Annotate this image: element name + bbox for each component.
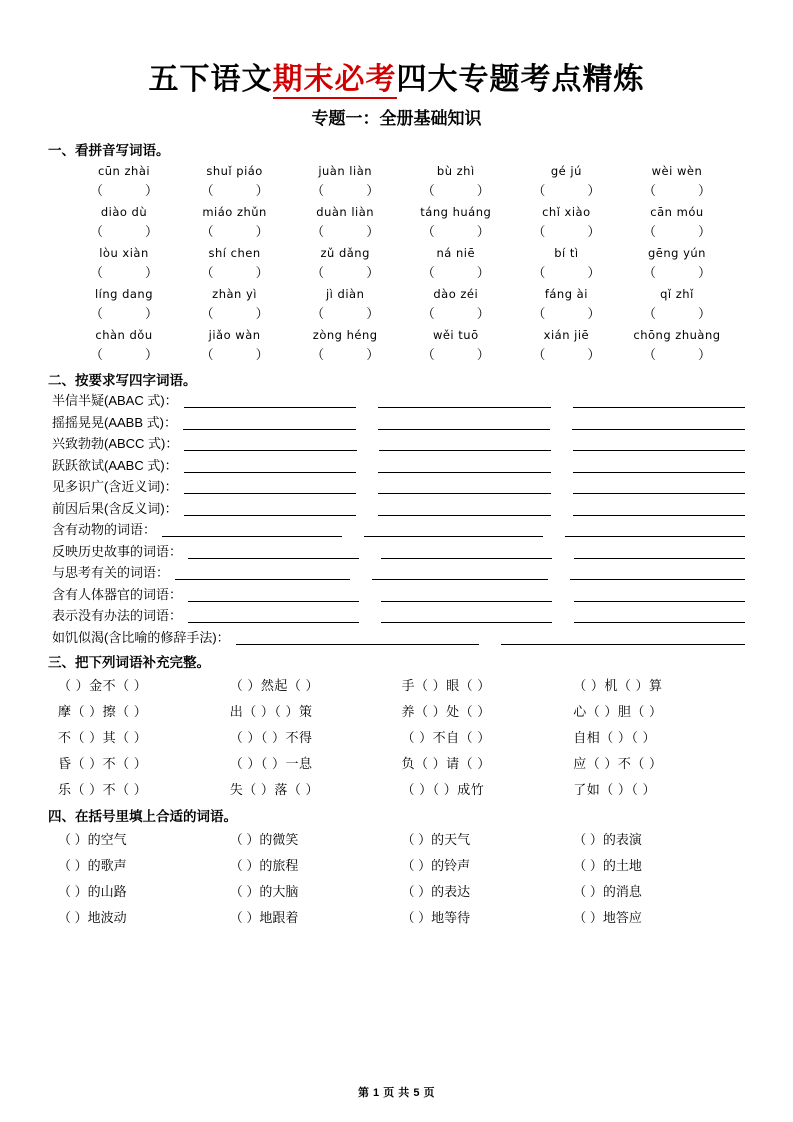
write-blank[interactable]: [379, 437, 551, 451]
answer-blank[interactable]: （ ）: [532, 265, 601, 280]
pinyin-cell: chōng zhuàng: [633, 328, 721, 342]
pinyin-cell: zǔ dǎng: [320, 246, 370, 260]
answer-blank[interactable]: （ ）: [642, 306, 711, 321]
idiom-cell[interactable]: 乐（ ）不（ ）: [58, 782, 148, 797]
modifier-cell[interactable]: （ ）的旅程: [229, 858, 299, 873]
write-blank[interactable]: [381, 588, 552, 602]
pinyin-cell: líng dang: [94, 287, 154, 301]
page-subtitle: 专题一：全册基础知识: [311, 109, 482, 128]
write-blank[interactable]: [378, 459, 550, 473]
pinyin-cell: bù zhì: [436, 164, 475, 178]
write-blank[interactable]: [574, 545, 745, 559]
answer-paren-row: [48, 262, 745, 281]
write-blank[interactable]: [572, 416, 745, 430]
write-blank[interactable]: [183, 416, 356, 430]
pinyin-cell: gēng yún: [647, 246, 706, 260]
answer-blank[interactable]: （ ）: [89, 265, 159, 280]
write-blank[interactable]: [381, 545, 552, 559]
write-blank[interactable]: [188, 588, 359, 602]
idiom-cell[interactable]: 不（ ）其（ ）: [58, 730, 148, 745]
write-blank[interactable]: [573, 459, 745, 473]
pinyin-cell: qǐ zhǐ: [660, 287, 694, 301]
pinyin-cell: juàn liàn: [318, 164, 373, 178]
item-label: 兴致勃勃(ABCC 式)：: [52, 436, 179, 451]
list-item: [48, 522, 745, 537]
write-blank[interactable]: [574, 609, 745, 623]
modifier-cell[interactable]: （ ）地波动: [58, 910, 127, 925]
section-heading-3: 三、把下列词语补充完整。: [48, 655, 210, 670]
blank-group: [156, 523, 745, 537]
write-blank[interactable]: [573, 437, 745, 451]
pinyin-cell: cūn zhài: [97, 164, 151, 178]
modifier-row: [48, 881, 745, 900]
idiom-row: [48, 727, 745, 746]
pinyin-cell: ná niē: [436, 246, 476, 260]
item-label: 含有人体器官的词语：: [52, 586, 183, 602]
pinyin-exercise: [48, 164, 745, 363]
blank-group: [178, 437, 745, 451]
answer-blank[interactable]: （ ）: [532, 224, 601, 239]
write-blank[interactable]: [162, 523, 342, 537]
write-blank[interactable]: [378, 394, 550, 408]
pinyin-cell: chàn dǒu: [95, 328, 153, 342]
pinyin-cell: shí chen: [208, 246, 261, 260]
item-label: 反映历史故事的词语：: [52, 543, 183, 559]
idiom-cell[interactable]: 负（ ）请（ ）: [401, 756, 491, 771]
write-blank[interactable]: [188, 545, 359, 559]
pinyin-cell: wěi tuō: [432, 328, 479, 342]
answer-blank[interactable]: （ ）: [200, 183, 269, 198]
blank-group: [178, 480, 745, 494]
idiom-row: [48, 675, 745, 694]
answer-blank[interactable]: （ ）: [642, 347, 711, 362]
write-blank[interactable]: [188, 609, 359, 623]
pinyin-row: [48, 164, 745, 178]
list-item: [48, 608, 745, 623]
pinyin-row: [48, 328, 745, 342]
modifier-row: [48, 907, 745, 926]
idiom-cell[interactable]: 昏（ ）不（ ）: [58, 756, 148, 771]
pinyin-cell: zòng héng: [312, 328, 378, 342]
section-heading-1: 一、看拼音写词语。: [48, 143, 170, 158]
answer-blank[interactable]: （ ）: [421, 347, 490, 362]
section-heading-4: 四、在括号里填上合适的词语。: [48, 809, 237, 824]
modifier-cell[interactable]: （ ）的表达: [401, 884, 471, 899]
page-title: [48, 54, 745, 98]
idiom-cell[interactable]: （ ）不自（ ）: [401, 730, 491, 745]
pinyin-cell: duàn liàn: [316, 205, 375, 219]
answer-blank[interactable]: （ ）: [421, 183, 490, 198]
answer-blank[interactable]: （ ）: [311, 183, 380, 198]
list-item: [48, 565, 745, 580]
answer-blank[interactable]: （ ）: [89, 183, 159, 198]
write-blank[interactable]: [236, 631, 480, 645]
modifier-cell[interactable]: （ ）地等待: [401, 910, 471, 925]
page-footer: 第 1 页 共 5 页: [357, 1087, 436, 1099]
answer-blank[interactable]: （ ）: [311, 265, 380, 280]
modifier-cell[interactable]: （ ）的土地: [573, 858, 642, 873]
pinyin-row: [48, 246, 745, 260]
title-part-1: 五下语文: [148, 63, 273, 96]
blank-group: [178, 394, 745, 408]
list-item: [48, 587, 745, 602]
idiom-completion-exercise: [48, 675, 745, 798]
idiom-row: [48, 779, 745, 798]
modifier-row: [48, 855, 745, 874]
list-item: [48, 393, 745, 408]
section-heading-2: 二、按要求写四字词语。: [48, 373, 197, 388]
list-item: [48, 501, 745, 516]
write-blank[interactable]: [184, 480, 356, 494]
idiom-cell[interactable]: （ ）（ ）一息: [229, 756, 313, 771]
write-blank[interactable]: [573, 480, 745, 494]
modifier-cell[interactable]: （ ）的歌声: [58, 858, 127, 873]
pinyin-cell: lòu xiàn: [99, 246, 149, 260]
four-char-exercise: [48, 393, 745, 645]
write-blank[interactable]: [378, 502, 550, 516]
idiom-cell[interactable]: （ ）机（ ）算: [573, 678, 663, 693]
idiom-cell[interactable]: 心（ ）胆（ ）: [573, 704, 663, 719]
write-blank[interactable]: [184, 394, 356, 408]
write-blank[interactable]: [565, 523, 745, 537]
list-item: [48, 479, 745, 494]
blank-group: [182, 609, 745, 623]
modifier-cell[interactable]: （ ）地答应: [573, 910, 642, 925]
idiom-cell[interactable]: 了如（ ）（ ）: [573, 782, 656, 797]
write-blank[interactable]: [372, 566, 547, 580]
modifier-cell[interactable]: （ ）的天气: [401, 832, 471, 847]
answer-blank[interactable]: （ ）: [532, 306, 601, 321]
pinyin-cell: miáo zhǔn: [202, 205, 267, 219]
answer-blank[interactable]: （ ）: [200, 306, 269, 321]
answer-blank[interactable]: （ ）: [200, 265, 269, 280]
write-blank[interactable]: [381, 609, 552, 623]
idiom-cell[interactable]: 摩（ ）擦（ ）: [58, 704, 148, 719]
pinyin-cell: shuǐ piáo: [206, 164, 263, 178]
item-label: 如饥似渴(含比喻的修辞手法)：: [52, 629, 230, 645]
answer-blank[interactable]: （ ）: [532, 183, 601, 198]
write-blank[interactable]: [184, 437, 356, 451]
pinyin-cell: dào zéi: [433, 287, 479, 301]
idiom-cell[interactable]: 出（ ）（ ）策: [229, 704, 313, 719]
answer-blank[interactable]: （ ）: [200, 347, 269, 362]
item-label: 跃跃欲试(AABC 式)：: [52, 457, 178, 473]
modifier-cell[interactable]: （ ）的大脑: [229, 884, 299, 899]
idiom-cell[interactable]: 手（ ）眼（ ）: [401, 678, 491, 693]
pinyin-cell: fáng ài: [544, 287, 588, 301]
pinyin-cell: táng huáng: [420, 205, 492, 219]
answer-blank[interactable]: （ ）: [421, 224, 490, 239]
item-label: 见多识广(含近义词)：: [52, 479, 178, 494]
modifier-cell[interactable]: （ ）的表演: [573, 832, 642, 847]
idiom-cell[interactable]: 自相（ ）（ ）: [573, 730, 656, 745]
blank-group: [230, 631, 745, 645]
pinyin-row: [48, 205, 745, 219]
title-part-2: 四大专题考点精炼: [396, 63, 645, 96]
answer-blank[interactable]: （ ）: [89, 224, 159, 239]
answer-paren-row: [48, 303, 745, 322]
write-blank[interactable]: [184, 502, 356, 516]
answer-blank[interactable]: （ ）: [421, 306, 490, 321]
list-item: [48, 630, 745, 645]
answer-paren-row: [48, 221, 745, 240]
answer-blank[interactable]: （ ）: [311, 347, 380, 362]
answer-blank[interactable]: （ ）: [642, 265, 711, 280]
pinyin-cell: wèi wèn: [651, 164, 703, 178]
modifier-cell[interactable]: （ ）的微笑: [229, 832, 299, 847]
idiom-cell[interactable]: （ ）然起（ ）: [229, 678, 319, 693]
blank-group: [182, 588, 745, 602]
item-label: 与思考有关的词语：: [52, 565, 170, 580]
pinyin-cell: jì diàn: [325, 287, 365, 301]
idiom-row: [48, 753, 745, 772]
pinyin-cell: chǐ xiào: [542, 205, 591, 219]
blank-group: [169, 566, 745, 580]
write-blank[interactable]: [501, 631, 745, 645]
idiom-cell[interactable]: 失（ ）落（ ）: [229, 782, 319, 797]
write-blank[interactable]: [378, 480, 550, 494]
write-blank[interactable]: [573, 394, 745, 408]
write-blank[interactable]: [175, 566, 350, 580]
idiom-cell[interactable]: 应（ ）不（ ）: [573, 756, 663, 771]
idiom-cell[interactable]: （ ）（ ）不得: [229, 730, 313, 745]
modifier-row: [48, 829, 745, 848]
pinyin-cell: zhàn yì: [212, 287, 257, 301]
answer-paren-row: [48, 180, 745, 199]
blank-group: [178, 502, 745, 516]
modifier-cell[interactable]: （ ）的空气: [58, 832, 127, 847]
answer-paren-row: [48, 344, 745, 363]
idiom-cell[interactable]: 养（ ）处（ ）: [401, 704, 491, 719]
write-blank[interactable]: [574, 588, 745, 602]
pinyin-cell: gé jú: [550, 164, 582, 178]
blank-group: [177, 416, 745, 430]
pinyin-cell: xián jiē: [543, 328, 590, 342]
answer-blank[interactable]: （ ）: [311, 224, 380, 239]
modifier-cell[interactable]: （ ）的铃声: [401, 858, 471, 873]
pinyin-cell: jiǎo wàn: [208, 328, 261, 342]
modifier-fill-exercise: [48, 829, 745, 926]
write-blank[interactable]: [364, 523, 544, 537]
blank-group: [178, 459, 745, 473]
answer-blank[interactable]: （ ）: [532, 347, 601, 362]
write-blank[interactable]: [378, 416, 551, 430]
pinyin-cell: bí tì: [554, 246, 579, 260]
modifier-cell[interactable]: （ ）的消息: [573, 884, 642, 899]
idiom-cell[interactable]: （ ）（ ）成竹: [401, 782, 485, 797]
item-label: 前因后果(含反义词)：: [52, 500, 178, 516]
write-blank[interactable]: [573, 502, 745, 516]
blank-group: [182, 545, 745, 559]
item-label: 半信半疑(ABAC 式)：: [52, 393, 178, 408]
list-item: [48, 544, 745, 559]
modifier-cell[interactable]: （ ）的山路: [58, 884, 127, 899]
pinyin-cell: diào dù: [100, 205, 148, 219]
answer-blank[interactable]: （ ）: [642, 183, 711, 198]
write-blank[interactable]: [184, 459, 356, 473]
answer-blank[interactable]: （ ）: [421, 265, 490, 280]
list-item: [48, 415, 745, 430]
write-blank[interactable]: [570, 566, 745, 580]
pinyin-row: [48, 287, 745, 301]
item-label: 摇摇晃晃(AABB 式)：: [52, 414, 177, 430]
answer-blank[interactable]: （ ）: [642, 224, 711, 239]
idiom-cell[interactable]: （ ）金不（ ）: [58, 678, 148, 693]
answer-blank[interactable]: （ ）: [89, 306, 159, 321]
list-item: [48, 458, 745, 473]
answer-blank[interactable]: （ ）: [311, 306, 380, 321]
modifier-cell[interactable]: （ ）地跟着: [229, 910, 299, 925]
answer-blank[interactable]: （ ）: [200, 224, 269, 239]
item-label: 表示没有办法的词语：: [52, 608, 183, 623]
title-highlight: 期末必考: [273, 63, 397, 99]
list-item: [48, 436, 745, 451]
pinyin-cell: cān móu: [650, 205, 704, 219]
item-label: 含有动物的词语：: [52, 522, 157, 537]
idiom-row: [48, 701, 745, 720]
answer-blank[interactable]: （ ）: [89, 347, 159, 362]
